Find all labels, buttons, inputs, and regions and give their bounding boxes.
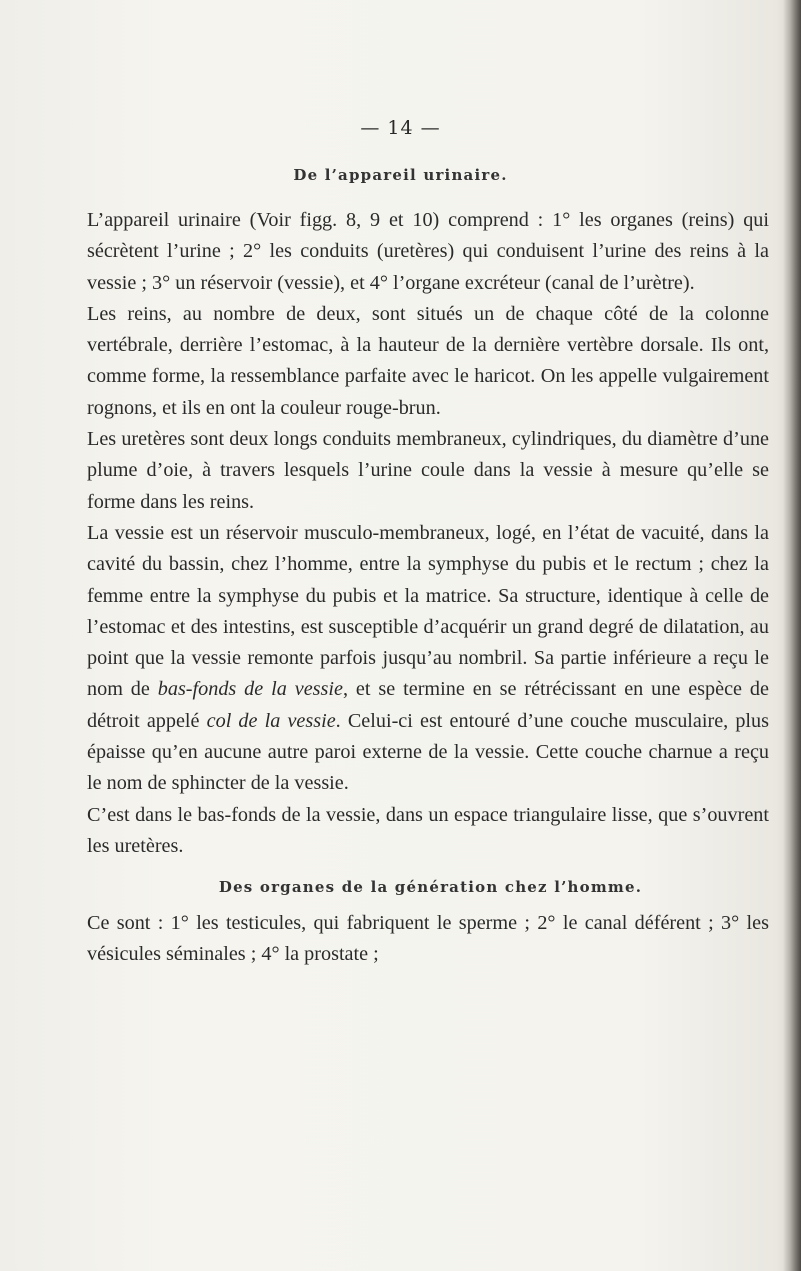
paragraph-2: Les reins, au nombre de deux, sont situés un de chaque côté de la colonne vertébrale, derrière l’estomac, à la hauteur de la dernière vertèbre dorsale. Ils ont, comme forme, la ressemblance parfaite avec le haricot. On les appelle vulgairement rognons, et ils en ont la couleur rouge-brun. xyxy=(87,302,769,419)
page-number: — 14 — xyxy=(360,117,441,139)
paragraph-4 xyxy=(87,518,769,800)
section-body-urinary xyxy=(87,205,769,862)
section-body-generation xyxy=(87,908,769,971)
paragraph-6: Ce sont : 1° les testicules, qui fabriquent le sperme ; 2° le canal déférent ; 3° les vésicules séminales ; 4° la prostate ; xyxy=(87,912,769,966)
paragraph-5: C’est dans le bas-fonds de la vessie, dans un espace triangulaire lisse, que s’ouvrent les uretères. xyxy=(87,803,769,857)
p4-em-col: col de la vessie xyxy=(206,709,336,732)
paragraph-3: Les uretères sont deux longs conduits membraneux, cylindriques, du diamètre d’une plume d’oie, à travers lesquels l’urine coule dans la vessie à mesure qu’elle se forme dans les reins. xyxy=(87,428,769,513)
p4-start: La vessie est un réservoir musculo-membraneux, logé, en l’état de vacuité, dans la cavité du bassin, chez l’homme, entre la symphyse du pubis et le rectum ; chez la femme entre la symphyse du pubis et la matrice. Sa structure, identique à celle de l’estomac et des intestins, est susceptible d’acquérir un grand degré de dilatation, au point que la vessie remonte parfois jusqu’au nombril. Sa partie inférieure a reçu le nom de xyxy=(87,521,769,701)
section-heading-generation: Des organes de la génération chez l’homme. xyxy=(218,878,643,896)
page-edge-shadow xyxy=(783,0,801,1271)
p4-middle: , et se termine en se rétrécissant en une espèce de détroit appelé xyxy=(87,678,769,732)
paragraph-1: L’appareil urinaire (Voir figg. 8, 9 et 10) comprend : 1° les organes (reins) qui sécrètent l’urine ; 2° les conduits (uretères) qui conduisent l’urine des reins à la vessie ; 3° un réservoir (vessie), et 4° l’organe excréteur (canal de l’urètre). xyxy=(87,209,769,294)
section-heading-urinary: De l’appareil urinaire. xyxy=(293,166,508,184)
p4-em-bas-fonds: bas-fonds de la vessie xyxy=(157,678,343,701)
p4-end: . Celui-ci est entouré d’une couche musculaire, plus épaisse qu’en aucune autre paroi externe de la vessie. Cette couche charnue a reçu le nom de sphincter de la vessie. xyxy=(87,709,769,795)
